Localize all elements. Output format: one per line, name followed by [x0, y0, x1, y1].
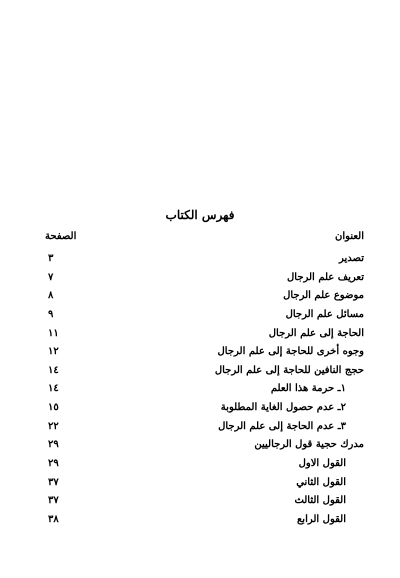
toc-entry-title: حجج النافين للحاجة إلى علم الرجال — [214, 364, 364, 376]
toc-entry — [0, 269, 400, 288]
toc-entry-page: ١١ — [48, 327, 59, 339]
page-title: فهرس الكتاب — [165, 208, 235, 222]
toc-entry-title: القول الثاني — [296, 476, 346, 488]
toc-entry — [0, 474, 400, 493]
page-column-header: الصفحة — [45, 231, 77, 242]
toc-entry — [0, 399, 400, 418]
toc-entry-title: القول الاول — [298, 458, 346, 470]
toc-entry-page: ١٤ — [48, 383, 59, 395]
toc-entry-title: موضوع علم الرجال — [283, 290, 364, 302]
toc-entry-page: ٧ — [48, 271, 54, 283]
toc-entry — [0, 250, 400, 269]
toc-entry — [0, 287, 400, 306]
title-column-header: العنوان — [335, 231, 364, 242]
toc-entry-page: ١٤ — [48, 364, 59, 376]
toc-entry — [0, 362, 400, 381]
toc-entry-title: تعريف علم الرجال — [287, 271, 364, 283]
toc-entry-page: ٣٧ — [48, 476, 59, 488]
toc-entry-title: ٣ـ عدم الحاجة إلى علم الرجال — [218, 420, 346, 432]
toc-entry-title: القول الثالث — [294, 495, 346, 507]
toc-entry — [0, 436, 400, 455]
toc-entry — [0, 380, 400, 399]
toc-entry-page: ٢٩ — [48, 458, 59, 470]
toc-entry-page: ٢٢ — [48, 420, 59, 432]
toc-entry-page: ١٥ — [48, 402, 59, 414]
toc-entry-page: ٨ — [48, 290, 54, 302]
toc-entry-page: ٢٩ — [48, 439, 59, 451]
toc-entry — [0, 418, 400, 437]
toc-entry — [0, 492, 400, 511]
toc-entry-title: ٢ـ عدم حصول الغاية المطلوبة — [220, 402, 346, 414]
toc-entry-page: ٣٧ — [48, 495, 59, 507]
toc-entry-page: ٣ — [48, 253, 54, 264]
toc-entry — [0, 325, 400, 344]
toc-entry — [0, 306, 400, 325]
toc-entry-page: ١٢ — [48, 346, 59, 358]
toc-entry — [0, 343, 400, 362]
toc-entry-title: مسائل علم الرجال — [285, 308, 364, 320]
toc-entry-title: مدرك حجية قول الرجاليين — [254, 439, 364, 451]
toc-entry-title: وجوه أخرى للحاجة إلى علم الرجال — [217, 346, 364, 358]
toc-entry-title: تصدير — [338, 253, 364, 264]
toc-entry — [0, 511, 400, 530]
toc-entry-page: ٣٨ — [48, 513, 59, 525]
table-of-contents — [0, 250, 400, 530]
toc-entry-title: الحاجة إلى علم الرجال — [268, 327, 364, 339]
toc-entry-page: ٩ — [48, 308, 54, 320]
toc-entry-title: ١ـ حرمة هذا العلم — [270, 383, 346, 395]
toc-entry — [0, 455, 400, 474]
toc-entry-title: القول الرابع — [296, 513, 346, 525]
